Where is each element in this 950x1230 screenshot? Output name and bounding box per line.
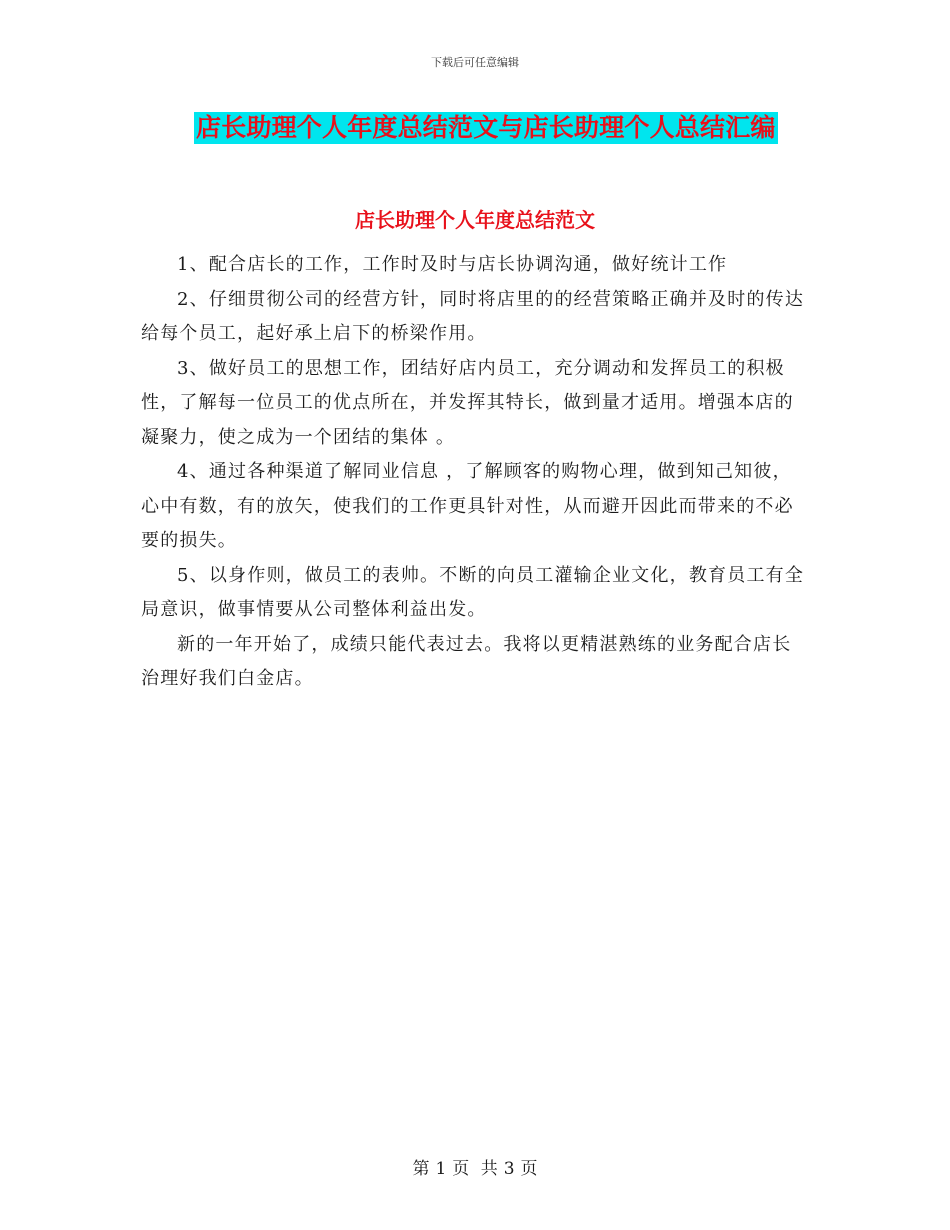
paragraph-1: 1、配合店长的工作，工作时及时与店长协调沟通，做好统计工作 bbox=[177, 254, 728, 275]
page-mid: 页 共 bbox=[452, 1159, 498, 1179]
header-note: 下载后可任意编辑 bbox=[431, 56, 519, 69]
paragraph-6: 新的一年开始了，成绩只能代表过去。我将以更精湛熟练的业务配合店长治理好我们白金店。 bbox=[141, 633, 792, 689]
paragraph-2: 2、仔细贯彻公司的经营方针，同时将店里的的经营策略正确并及时的传达给每个员工，起好承上启下的桥梁作用。 bbox=[141, 288, 805, 344]
page-prefix: 第 bbox=[412, 1159, 430, 1179]
section-title: 店长助理个人年度总结范文 bbox=[355, 208, 595, 232]
page-suffix: 页 bbox=[520, 1159, 538, 1179]
paragraph-3: 3、做好员工的思想工作，团结好店内员工，充分调动和发挥员工的积极性，了解每一位员工的优点所在，并发挥其特长，做到量才适用。增强本店的凝聚力，使之成为一个团结的集体 。 bbox=[141, 357, 794, 448]
document-body bbox=[141, 248, 809, 697]
document-title: 店长助理个人年度总结范文与店长助理个人总结汇编 bbox=[196, 113, 776, 142]
paragraph-4: 4、通过各种渠道了解同业信息 ，了解顾客的购物心理，做到知己知彼，心中有数，有的放矢，使我们的工作更具针对性，从而避开因此而带来的不必要的损失。 bbox=[141, 461, 794, 551]
total-pages: 3 bbox=[503, 1159, 515, 1179]
page-footer bbox=[0, 1154, 950, 1179]
page-number: 1 bbox=[435, 1159, 447, 1179]
paragraph-5: 5、以身作则，做员工的表帅。不断的向员工灌输企业文化，教育员工有全局意识，做事情要从公司整体利益出发。 bbox=[141, 564, 805, 620]
